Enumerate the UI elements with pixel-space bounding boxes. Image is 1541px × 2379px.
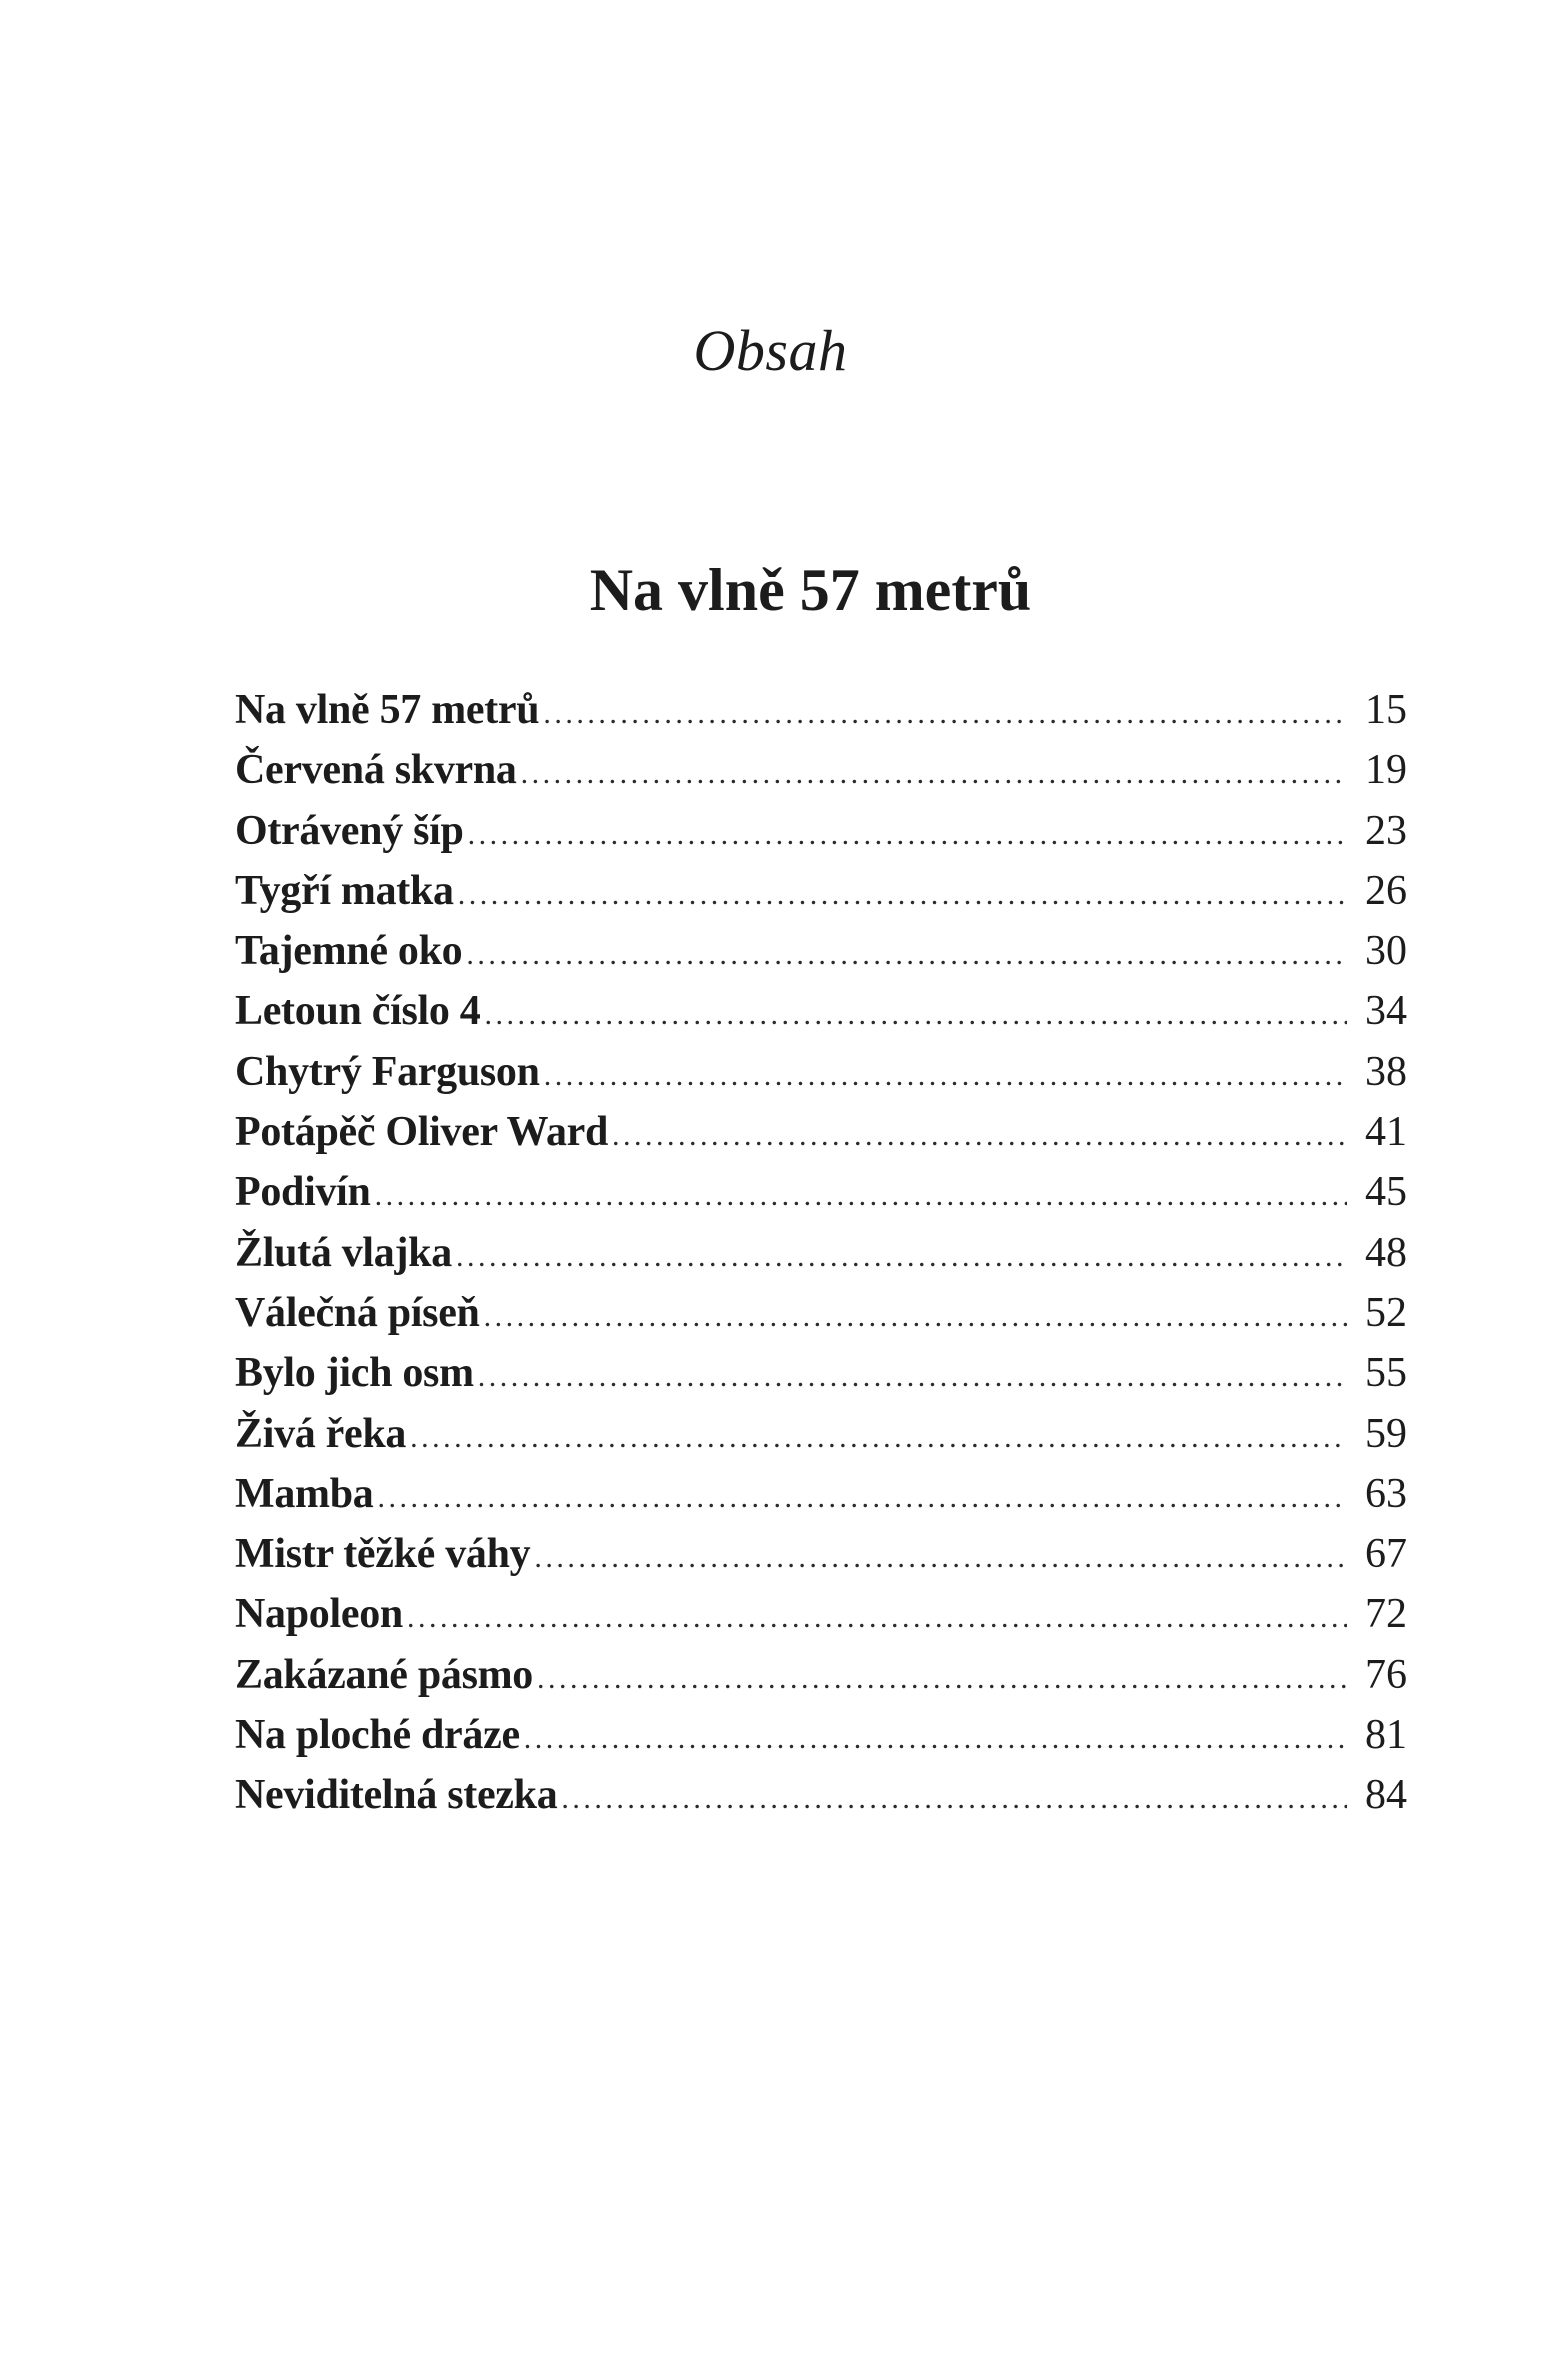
- dot-leader: [561, 1769, 1347, 1829]
- toc-entry-title: Tajemné oko: [235, 928, 463, 975]
- dot-leader: [378, 1468, 1348, 1528]
- dot-leader: [410, 1408, 1347, 1468]
- toc-entry-page: 15: [1365, 687, 1407, 733]
- toc-entry: [235, 801, 1407, 861]
- dot-leader: [521, 744, 1347, 804]
- toc-entry-title: Na ploché dráze: [235, 1712, 520, 1759]
- toc-entry-title: Otrávený šíp: [235, 807, 464, 854]
- toc-entry-title: Napoleon: [235, 1591, 403, 1638]
- toc-entry-page: 48: [1365, 1229, 1407, 1276]
- toc-entry: [235, 981, 1407, 1041]
- dot-leader: [534, 1528, 1347, 1588]
- toc-entry-page: 59: [1365, 1410, 1407, 1457]
- toc-entry-page: 30: [1365, 928, 1407, 975]
- toc-entry-page: 81: [1365, 1712, 1407, 1759]
- toc-entry: [235, 680, 1407, 740]
- dot-leader: [375, 1166, 1347, 1226]
- toc-entry-title: Letoun číslo 4: [235, 988, 481, 1035]
- toc-entry-title: Chytrý Farguson: [235, 1048, 540, 1095]
- dot-leader: [484, 985, 1347, 1045]
- dot-leader: [466, 925, 1347, 985]
- toc-entry: [235, 1162, 1407, 1222]
- dot-leader: [537, 1649, 1347, 1709]
- toc-entry-page: 41: [1365, 1109, 1407, 1156]
- toc-entry-page: 67: [1365, 1531, 1407, 1578]
- section-title: Na vlně 57 metrů: [589, 557, 1032, 623]
- toc-entry: [235, 1464, 1407, 1524]
- toc-entry: [235, 1765, 1407, 1825]
- dot-leader: [543, 684, 1347, 744]
- dot-leader: [458, 865, 1347, 925]
- toc-entry-title: Tygří matka: [235, 867, 454, 914]
- page-heading: Obsah: [693, 318, 848, 383]
- toc-entry-page: 52: [1365, 1289, 1407, 1336]
- toc-entry-page: 38: [1365, 1048, 1407, 1095]
- toc-entry-page: 34: [1365, 988, 1407, 1035]
- toc-entry-page: 84: [1365, 1772, 1407, 1819]
- toc-entry-title: Potápěč Oliver Ward: [235, 1109, 609, 1156]
- toc-entry: [235, 1524, 1407, 1584]
- toc-entry: [235, 1223, 1407, 1283]
- toc-entry: [235, 1645, 1407, 1705]
- toc-entry-page: 55: [1365, 1350, 1407, 1397]
- toc-entry-page: 19: [1365, 747, 1407, 794]
- dot-leader: [612, 1106, 1347, 1166]
- dot-leader: [484, 1287, 1347, 1347]
- toc-entry-page: 23: [1365, 807, 1407, 854]
- dot-leader: [524, 1709, 1347, 1769]
- toc-entry: [235, 1705, 1407, 1765]
- toc-entry-page: 63: [1365, 1470, 1407, 1517]
- toc-entry: [235, 740, 1407, 800]
- toc-entry-title: Zakázané pásmo: [235, 1651, 534, 1698]
- toc-entry: [235, 1584, 1407, 1644]
- toc-entry-title: Podivín: [235, 1169, 371, 1216]
- toc-entry-title: Neviditelná stezka: [235, 1772, 558, 1819]
- toc-entry: [235, 1343, 1407, 1403]
- table-of-contents: [235, 680, 1407, 1826]
- toc-entry-title: Žlutá vlajka: [235, 1229, 452, 1276]
- toc-entry-page: 76: [1365, 1651, 1407, 1698]
- toc-entry-page: 45: [1365, 1169, 1407, 1216]
- dot-leader: [407, 1588, 1347, 1648]
- toc-entry-title: Na vlně 57 metrů: [235, 687, 540, 733]
- toc-entry-title: Mamba: [235, 1470, 374, 1517]
- dot-leader: [544, 1046, 1347, 1106]
- toc-entry: [235, 861, 1407, 921]
- toc-entry: [235, 1283, 1407, 1343]
- toc-entry: [235, 1102, 1407, 1162]
- toc-entry: [235, 1404, 1407, 1464]
- toc-entry: [235, 921, 1407, 981]
- toc-entry-title: Živá řeka: [235, 1410, 407, 1457]
- toc-entry-title: Červená skvrna: [235, 747, 517, 794]
- toc-entry-page: 26: [1365, 867, 1407, 914]
- dot-leader: [468, 805, 1347, 865]
- toc-entry-title: Bylo jich osm: [235, 1350, 474, 1397]
- toc-entry-title: Válečná píseň: [235, 1289, 480, 1336]
- toc-entry-title: Mistr těžké váhy: [235, 1531, 531, 1578]
- toc-entry: [235, 1042, 1407, 1102]
- toc-entry-page: 72: [1365, 1591, 1407, 1638]
- dot-leader: [478, 1347, 1347, 1407]
- dot-leader: [456, 1227, 1347, 1287]
